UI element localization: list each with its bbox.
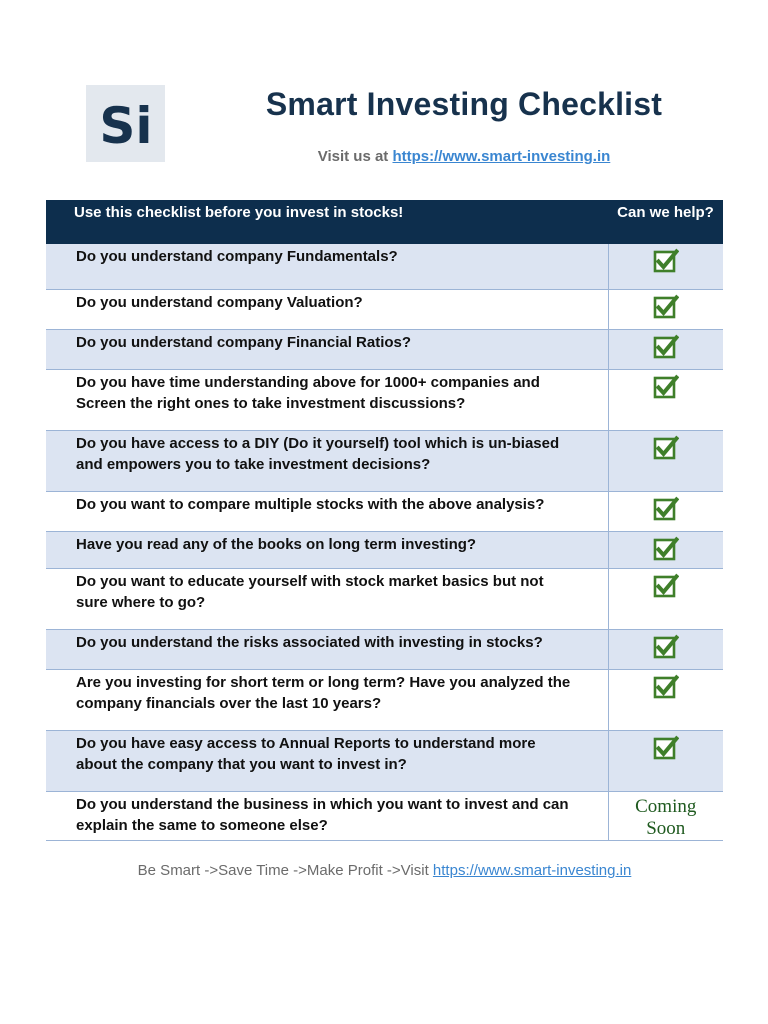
- question-line-1: Do you understand the business in which you want to invest and can: [76, 795, 569, 813]
- question-line-1: Do you have access to a DIY (Do it yourself) tool which is un-biased: [76, 434, 560, 452]
- checked-box-icon: [653, 294, 679, 320]
- checked-box-icon: [653, 374, 679, 400]
- checked-box-icon: [653, 496, 679, 522]
- table-row: [46, 491, 723, 531]
- question-line-1: Are you investing for short term or long term? Have you analyzed the: [76, 673, 571, 691]
- question-line-2: sure where to go?: [76, 593, 206, 611]
- table-header-row: [46, 200, 723, 244]
- checked-box-icon: [653, 634, 679, 660]
- question-cell: [46, 568, 608, 629]
- footer-text: Be Smart ->Save Time ->Make Profit ->Visit: [137, 862, 429, 879]
- website-link[interactable]: https://www.smart-investing.in: [392, 148, 611, 165]
- question-line-2: company financials over the last 10 years?: [76, 694, 382, 712]
- help-cell: [608, 531, 723, 568]
- question-line-1: Do you have time understanding above for 1000+ companies and: [76, 373, 540, 391]
- table-row: [46, 289, 723, 329]
- table-row: [46, 531, 723, 568]
- checked-box-icon: [653, 536, 679, 562]
- question-cell: [46, 730, 608, 791]
- footer-link[interactable]: https://www.smart-investing.in: [432, 862, 632, 879]
- logo: [86, 85, 165, 162]
- checked-box-icon: [653, 334, 679, 360]
- question-cell: [46, 629, 608, 669]
- question-line-1: Do you have easy access to Annual Reports to understand more: [76, 734, 536, 752]
- checked-box-icon: [653, 573, 679, 599]
- question-cell: [46, 531, 608, 568]
- question-cell: [46, 329, 608, 369]
- question-cell: [46, 289, 608, 329]
- help-cell: [608, 629, 723, 669]
- checklist-table: [46, 200, 723, 841]
- question-cell: [46, 244, 608, 289]
- question-line-2: about the company that you want to invest in?: [76, 755, 407, 773]
- help-cell: [608, 669, 723, 730]
- help-cell: [608, 329, 723, 369]
- visit-line: [200, 148, 728, 165]
- question-line-1: Do you understand the risks associated with investing in stocks?: [76, 633, 543, 651]
- question-line-1: Do you understand company Fundamentals?: [76, 248, 398, 265]
- help-cell: [608, 244, 723, 289]
- question-line-1: Do you want to compare multiple stocks with the above analysis?: [76, 495, 545, 513]
- coming-soon-line-2: Soon: [646, 817, 686, 839]
- help-cell: [608, 568, 723, 629]
- page-title: Smart Investing Checklist: [265, 86, 663, 122]
- question-cell: [46, 669, 608, 730]
- table-row: [46, 791, 723, 840]
- question-cell: [46, 369, 608, 430]
- table-row: [46, 629, 723, 669]
- help-cell: [608, 430, 723, 491]
- question-cell: [46, 430, 608, 491]
- help-cell: [608, 289, 723, 329]
- header-question: Use this checklist before you invest in stocks!: [46, 200, 608, 244]
- checked-box-icon: [653, 435, 679, 461]
- checked-box-icon: [653, 674, 679, 700]
- si-logo-mark: [95, 93, 157, 155]
- coming-soon-line-1: Coming: [635, 795, 697, 817]
- question-line-2: and empowers you to take investment decisions?: [76, 455, 431, 473]
- table-row: [46, 244, 723, 289]
- table-row: [46, 730, 723, 791]
- checked-box-icon: [653, 735, 679, 761]
- question-line-1: Do you understand company Valuation?: [76, 293, 363, 311]
- help-cell: [608, 491, 723, 531]
- table-row: [46, 568, 723, 629]
- checked-box-icon: [653, 248, 679, 274]
- question-line-1: Have you read any of the books on long term investing?: [76, 535, 477, 553]
- question-line-2: explain the same to someone else?: [76, 816, 328, 834]
- coming-soon-label: [609, 796, 724, 840]
- question-line-1: Do you understand company Financial Ratios?: [76, 333, 412, 351]
- header-help: Can we help?: [608, 200, 723, 244]
- visit-label: Visit us at: [317, 148, 389, 165]
- help-cell: [608, 369, 723, 430]
- table-row: [46, 369, 723, 430]
- question-cell: [46, 491, 608, 531]
- question-cell: [46, 791, 608, 840]
- question-line-2: Screen the right ones to take investment discussions?: [76, 394, 466, 412]
- question-line-1: Do you want to educate yourself with stock market basics but not: [76, 572, 544, 590]
- footer: [46, 862, 723, 879]
- help-cell: [608, 791, 723, 840]
- table-row: [46, 430, 723, 491]
- table-row: [46, 669, 723, 730]
- table-row: [46, 329, 723, 369]
- logo-text: Si: [98, 96, 153, 155]
- help-cell: [608, 730, 723, 791]
